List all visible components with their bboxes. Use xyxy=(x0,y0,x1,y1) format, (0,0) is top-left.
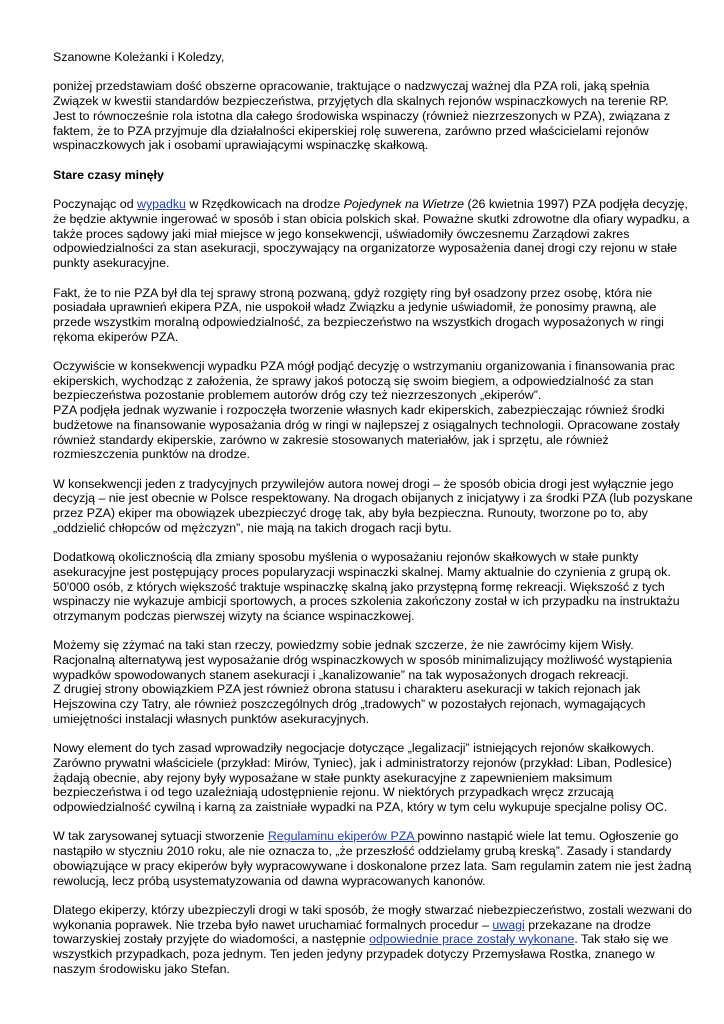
paragraph-privileges: W konsekwencji jeden z tradycyjnych przywilejów autora nowej drogi – że sposób obicia drogi jest wyłącznie jego decyzją – nie jest obecnie w Polsce respektowany. Na drogach obijanych z inicjatywy i za środki PZA (lub pozyskane przez PZA) ekiper ma obowiązek ubezpieczyć drogę tak, aby była bezpieczna. Runouty, tworzone po to, aby „oddzielić chłopców od mężczyzn”, nie mają na takich drogach racji bytu. xyxy=(53,476,693,535)
works-done-link[interactable]: odpowiednie prace zostały wykonane xyxy=(369,932,575,947)
intro-paragraph: poniżej przedstawiam dość obszerne opracowanie, traktujące o nadzwyczaj ważnej dla PZA roli, jaką spełnia Związek w kwestii standardów bezpieczeństwa, przyjętych dla skalnych rejonów wspinaczkowych na terenie RP. Jest to równocześnie rola istotna dla całego środowiska wspinaczy (również niezrzeszonych w PZA), związana z faktem, że to PZA przyjmuje dla działalności ekiperskiej rolę suwerena, zarówno przed właścicielami rejonów wspinaczkowych jak i osobami uprawiającymi wspinaczkę skałkową. xyxy=(53,79,671,153)
p1-text-b: w Rzędkowicach na drodze xyxy=(185,197,344,212)
p9-text-a: Dlatego ekiperzy, którzy ubezpieczyli drogi w taki sposób, że mogły stwarzać niebezpieczeństwo, zostali wezwani do wykonania poprawek. Nie trzeba było nawet uruchamiać formalnych procedur – xyxy=(53,902,692,932)
p9-text-b: przekazane na drodze towarzyskiej zostały przyjęte do wiadomości, a następnie xyxy=(53,917,651,947)
greeting: Szanowne Koleżanki i Koledzy, xyxy=(53,50,225,64)
paragraph-alternative xyxy=(53,638,693,726)
route-name: Pojedynek na Wietrze xyxy=(343,197,465,212)
p9-text-c: . Tak stało się we wszystkich przypadkach, poza jednym. Ten jeden jedyny przypadek dotyczy Przemysława Rostka, znanego w naszym środowisku jako Stefan. xyxy=(53,932,669,976)
p8-text-b: powinno nastąpić wiele lat temu. Ogłoszenie go nastąpiło w styczniu 2010 roku, ale nie oznacza to, „że przeszłość oddzielamy grubą kreską”. Zasady i standardy obowiązujące w pracy ekiperów były wypracowywane i doskonalone przez lata. Sam regulamin zatem nie jest żadną rewolucją, lecz próbą usystematyzowania od dawna wypracowanych kanonów. xyxy=(53,829,692,888)
paragraph-decision xyxy=(53,359,693,462)
paragraph-regulations xyxy=(53,829,693,888)
p3-part-a: Oczywiście w konsekwencji wypadku PZA mógł podjąć decyzję o wstrzymaniu organizowania i finansowania prac ekiperskich, wychodząc z założenia, że sprawy jakoś potoczą się swoim biegiem, a odpowiedzialność za stan bezpieczeństwa pozostanie problemem autorów dróg czy też niezrzeszonych „ekiperów”. xyxy=(53,359,675,403)
section-heading: Stare czasy minęły xyxy=(53,167,164,182)
paragraph-legalization: Nowy element do tych zasad wprowadziły negocjacje dotyczące „legalizacji” istniejących rejonów skałkowych. Zarówno prywatni właściciele (przykład: Mirów, Tyniec), jak i administratorzy rejonów (przykład: Liban, Podlesice) żądają obecnie, aby rejony były wyposażane w stałe punkty asekuracyjne z zapewnieniem maksimum bezpieczeństwa i od tego uzależniają udostępnienie rejonu. W niektórych przypadkach wręcz zrzucają odpowiedzialność cywilną i karną za zaistniałe wypadki na PZA, który w tym celu wykupuje specjalne polisy OC. xyxy=(53,741,672,815)
p6-part-a: Możemy się zżymać na taki stan rzeczy, powiedzmy sobie jednak szczerze, że nie zawrócimy kijem Wisły. Racjonalną alternatywą jest wyposażanie dróg wspinaczkowych w sposób minimalizujący możliwość wystąpienia wypadków spowodowanych stanem asekuracji i „kanalizowanie” na tak wyposażonych drogach rekreacji. xyxy=(53,638,673,682)
letter-body xyxy=(53,50,693,991)
paragraph-accident xyxy=(53,197,693,271)
p1-text-a: Poczynając od xyxy=(53,197,138,212)
p8-text-a: W tak zarysowanej sytuacji stworzenie xyxy=(53,829,268,844)
paragraph-corrections xyxy=(53,903,693,977)
p6-part-b: Z drugiej strony obowiązkiem PZA jest również obrona statusu i charakteru asekuracji w takich rejonach jak Hejszowina czy Tatry, ale również poszczególnych dróg „tradowych” w pozostałych rejonach, wymagających umiejętności instalacji własnych punktów asekuracyjnych. xyxy=(53,682,646,726)
p1-text-c: (26 kwietnia 1997) PZA podjęła decyzję, że będzie aktywnie ingerować w sposób i stan obicia polskich skał. Poważne skutki zdrowotne dla ofiary wypadku, a także proces sądowy jaki miał miejsce w jego konsekwencji, uświadomiły ówczesnemu Zarządowi zakres odpowiedzialności za stan asekuracji, spoczywający na organizatorze wyposażenia danej drogi czy rejonu w stałe punkty asekuracyjne. xyxy=(53,197,690,271)
remarks-link[interactable]: uwagi xyxy=(492,917,525,932)
accident-link[interactable]: wypadku xyxy=(137,197,186,212)
paragraph-responsibility: Fakt, że to nie PZA był dla tej sprawy stroną pozwaną, gdyż rozgięty ring był osadzony przez osobę, która nie posiadała uprawnień ekipera PZA, nie uspokoił władz Związku a jedynie uświadomił, że ponosimy prawną, ale przede wszystkim moralną odpowiedzialność, za bezpieczeństwo na wszystkich drogach wyposażonych w ringi rękoma ekiperów PZA. xyxy=(53,285,664,344)
regulations-link[interactable]: Regulaminu ekiperów PZA xyxy=(267,829,418,844)
p3-part-b: PZA podjęła jednak wyzwanie i rozpoczęła tworzenie własnych kadr ekiperskich, zabezpieczając również środki budżetowe na finansowanie wyposażania dróg w ringi w najlepszej z osiągalnych technologii. Opracowane zostały również standardy ekiperskie, zarówno w zakresie stosowanych materiałów, jak i sprzętu, ale również rozmieszczenia punktów na drodze. xyxy=(53,403,680,462)
paragraph-popularization: Dodatkową okolicznością dla zmiany sposobu myślenia o wyposażaniu rejonów skałkowych w stałe punkty asekuracyjne jest postępujący proces popularyzacji wspinaczki skalnej. Mamy aktualnie do czynienia z grupą ok. 50'000 osób, z których większość traktuje wspinaczkę skalną jako przystępną formę rekreacji. Większość z tych wspinaczy nie wykazuje ambicji sportowych, a proces szkolenia zakończony został w ich przypadku na instruktażu otrzymanym podczas pierwszej wizyty na ściance wspinaczkowej. xyxy=(53,550,680,623)
